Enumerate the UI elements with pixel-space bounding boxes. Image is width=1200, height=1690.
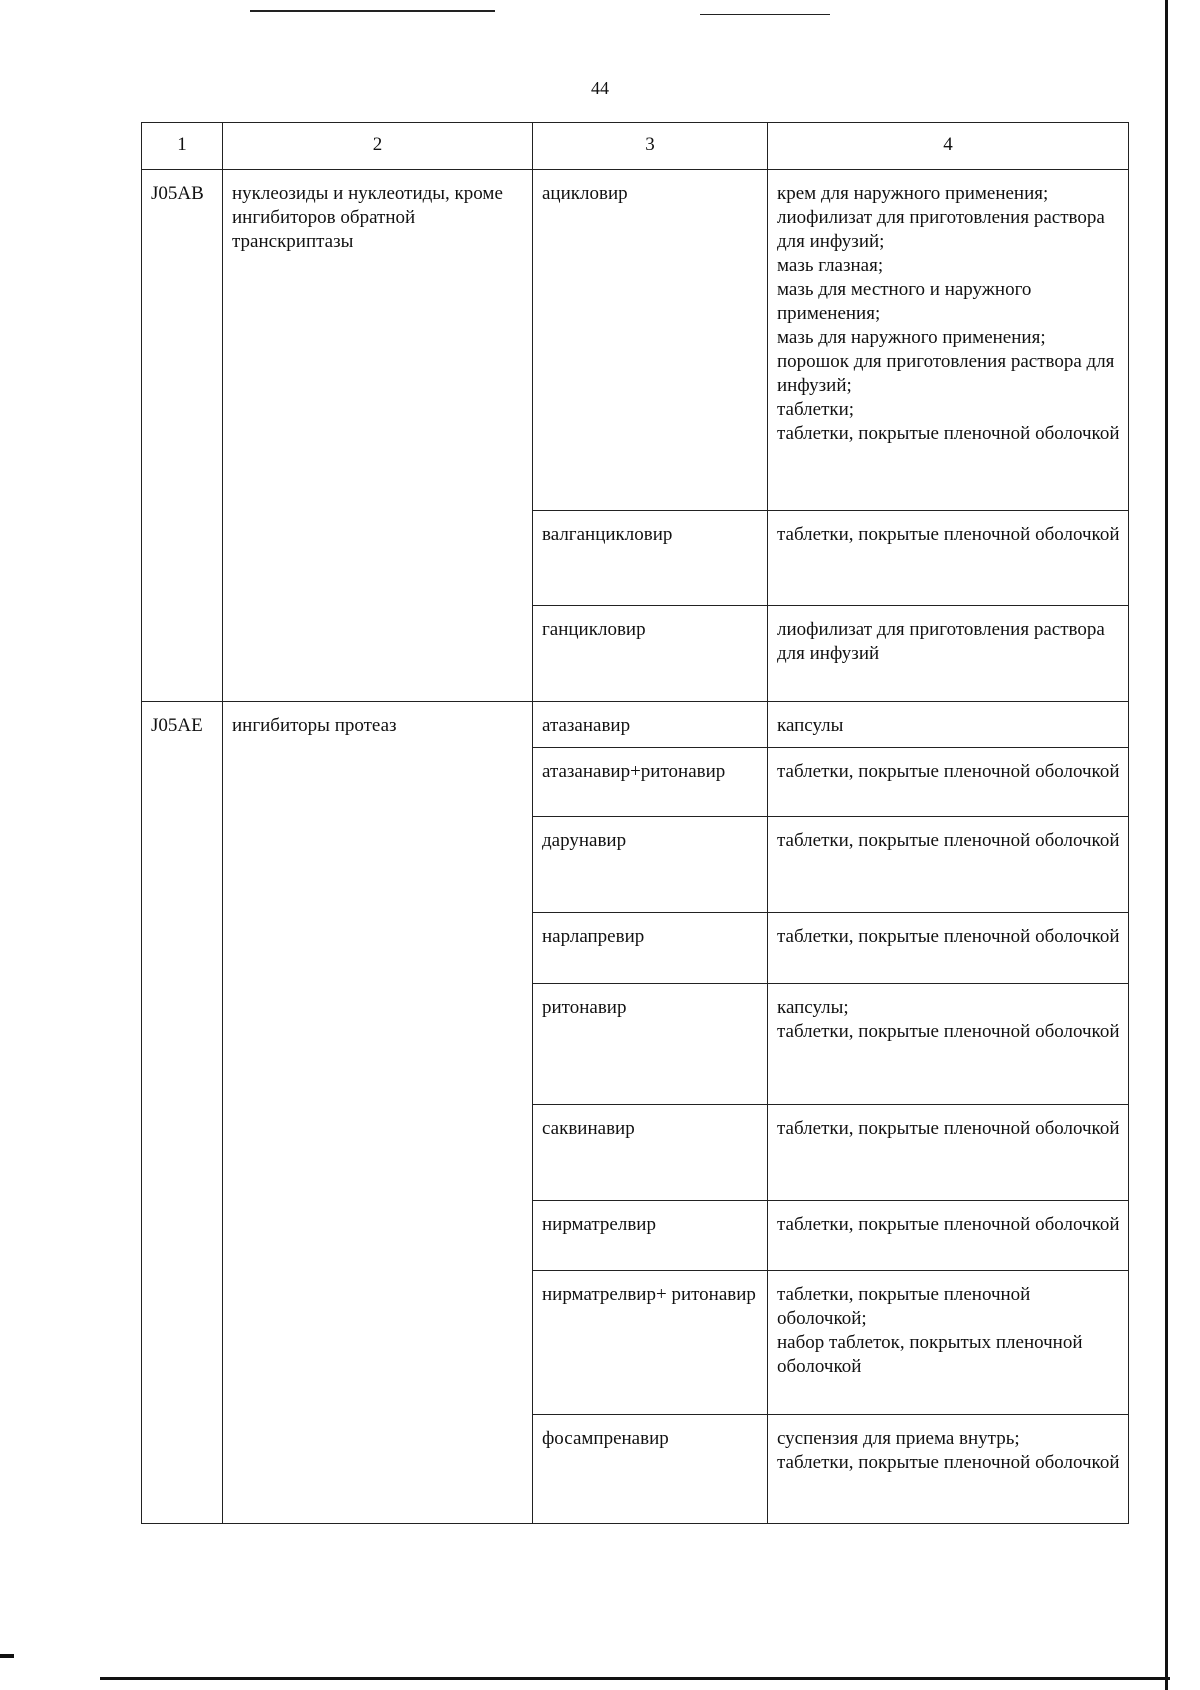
drug-name-cell: нирматрелвир bbox=[533, 1201, 768, 1271]
drug-name-cell: нарлапревир bbox=[533, 913, 768, 984]
dosage-form-cell: таблетки, покрытые пленочной оболочкой bbox=[768, 913, 1129, 984]
column-header: 1 bbox=[142, 123, 223, 170]
dosage-form-cell: таблетки, покрытые пленочной оболочкой bbox=[768, 1105, 1129, 1201]
drug-name-cell: нирматрелвир+ ритонавир bbox=[533, 1271, 768, 1415]
dosage-form-cell: таблетки, покрытые пленочной оболочкой bbox=[768, 1201, 1129, 1271]
page-edge-bottom bbox=[100, 1677, 1170, 1680]
table-header-row bbox=[142, 123, 1129, 170]
drug-name-cell: ритонавир bbox=[533, 984, 768, 1105]
dosage-form-cell: лиофилизат для приготовления раствора для инфузий bbox=[768, 606, 1129, 702]
dosage-form-cell: таблетки, покрытые пленочной оболочкой bbox=[768, 748, 1129, 817]
atc-code-cell: J05AB bbox=[142, 170, 223, 702]
drug-name-cell: атазанавир+ритонавир bbox=[533, 748, 768, 817]
table-row bbox=[142, 170, 1129, 511]
drug-name-cell: валганцикловир bbox=[533, 511, 768, 606]
dosage-form-cell: капсулы; таблетки, покрытые пленочной оболочкой bbox=[768, 984, 1129, 1105]
page-edge-right bbox=[1165, 0, 1168, 1690]
dosage-form-cell: таблетки, покрытые пленочной оболочкой bbox=[768, 511, 1129, 606]
group-name-cell: нуклеозиды и нуклеотиды, кроме ингибиторов обратной транскриптазы bbox=[223, 170, 533, 702]
drug-table bbox=[141, 122, 1129, 1524]
atc-code-cell: J05AE bbox=[142, 702, 223, 1524]
group-name-cell: ингибиторы протеаз bbox=[223, 702, 533, 1524]
scan-artifact-line bbox=[700, 14, 830, 15]
drug-name-cell: ацикловир bbox=[533, 170, 768, 511]
dosage-form-cell: таблетки, покрытые пленочной оболочкой bbox=[768, 817, 1129, 913]
drug-name-cell: дарунавир bbox=[533, 817, 768, 913]
page-number: 44 bbox=[591, 78, 609, 98]
column-header: 3 bbox=[533, 123, 768, 170]
drug-name-cell: ганцикловир bbox=[533, 606, 768, 702]
scan-mark bbox=[0, 1654, 14, 1658]
drug-name-cell: саквинавир bbox=[533, 1105, 768, 1201]
dosage-form-cell: крем для наружного применения; лиофилизат для приготовления раствора для инфузий; мазь глазная; мазь для местного и наружного применения; мазь для наружного применения; порошок для приготовления раствора для инфузий; таблетки; таблетки, покрытые пленочной оболочкой bbox=[768, 170, 1129, 511]
column-header: 2 bbox=[223, 123, 533, 170]
dosage-form-cell: капсулы bbox=[768, 702, 1129, 748]
table-row bbox=[142, 702, 1129, 748]
column-header: 4 bbox=[768, 123, 1129, 170]
dosage-form-cell: таблетки, покрытые пленочной оболочкой; набор таблеток, покрытых пленочной оболочкой bbox=[768, 1271, 1129, 1415]
drug-name-cell: атазанавир bbox=[533, 702, 768, 748]
dosage-form-cell: суспензия для приема внутрь; таблетки, покрытые пленочной оболочкой bbox=[768, 1415, 1129, 1524]
scan-artifact-line bbox=[250, 10, 495, 12]
drug-name-cell: фосампренавир bbox=[533, 1415, 768, 1524]
